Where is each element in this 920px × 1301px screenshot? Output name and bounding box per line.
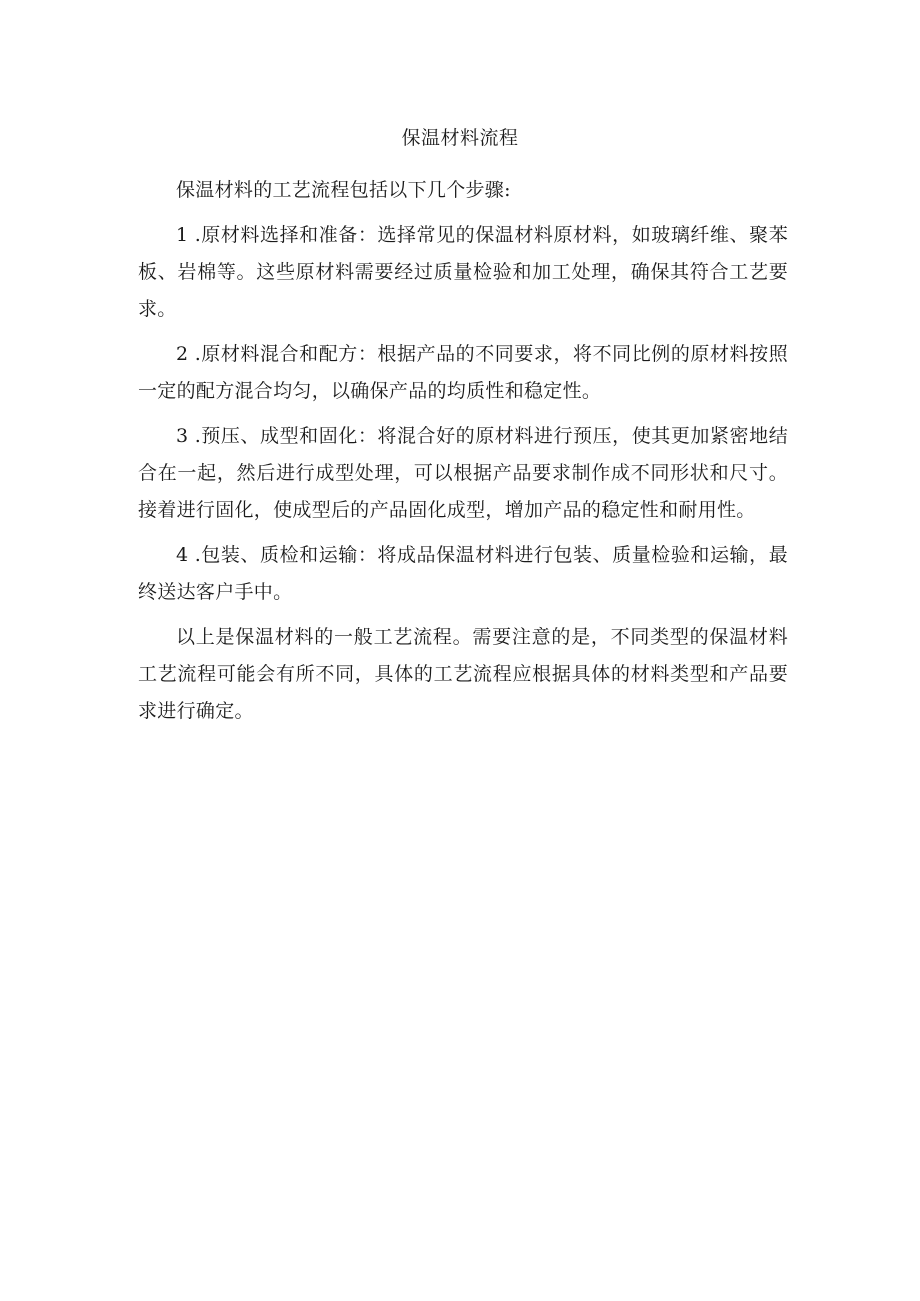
step-text: .包装、质检和运输：将成品保温材料进行包装、质量检验和运输，最终送达客户手中。 <box>138 544 788 603</box>
document-body <box>138 172 788 738</box>
step-number: 2 <box>176 343 189 365</box>
intro-paragraph: 保温材料的工艺流程包括以下几个步骤: <box>176 179 511 201</box>
conclusion-paragraph: 以上是保温材料的一般工艺流程。需要注意的是，不同类型的保温材料工艺流程可能会有所不同，具体的工艺流程应根据具体的材料类型和产品要求进行确定。 <box>138 626 788 722</box>
step-text: .预压、成型和固化：将混合好的原材料进行预压，使其更加紧密地结合在一起，然后进行成型处理，可以根据产品要求制作成不同形状和尺寸。接着进行固化，使成型后的产品固化成型，增加产品的稳定性和耐用性。 <box>138 425 788 521</box>
step-text: .原材料混合和配方：根据产品的不同要求，将不同比例的原材料按照一定的配方混合均匀，以确保产品的均质性和稳定性。 <box>138 343 788 402</box>
step-number: 1 <box>176 224 189 246</box>
step-paragraph-3 <box>138 418 788 529</box>
step-paragraph-4 <box>138 537 788 611</box>
step-paragraph-2 <box>138 336 788 410</box>
document-title: 保温材料流程 <box>401 127 519 149</box>
step-number: 3 <box>176 425 189 447</box>
step-number: 4 <box>176 544 189 566</box>
step-paragraph-1 <box>138 217 788 328</box>
step-text: .原材料选择和准备：选择常见的保温材料原材料，如玻璃纤维、聚苯板、岩棉等。这些原材料需要经过质量检验和加工处理，确保其符合工艺要求。 <box>138 224 788 320</box>
